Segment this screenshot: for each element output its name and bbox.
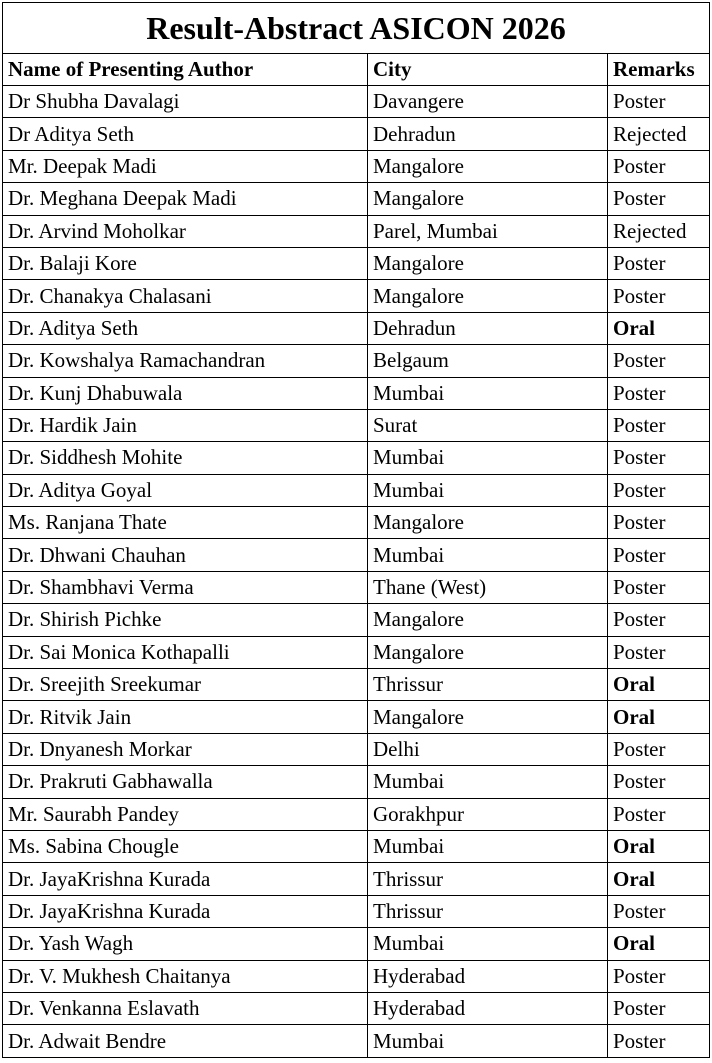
table-row (3, 604, 710, 636)
cell-city: Dehradun (368, 118, 608, 150)
cell-city: Mumbai (368, 1025, 608, 1057)
cell-author-name: Dr. Shirish Pichke (3, 604, 368, 636)
cell-city: Mangalore (368, 507, 608, 539)
cell-author-name: Dr. Siddhesh Mohite (3, 442, 368, 474)
cell-author-name: Dr. Hardik Jain (3, 409, 368, 441)
table-row (3, 571, 710, 603)
cell-author-name: Dr Shubha Davalagi (3, 86, 368, 118)
cell-author-name: Dr. Kunj Dhabuwala (3, 377, 368, 409)
cell-city: Mangalore (368, 183, 608, 215)
cell-city: Mangalore (368, 636, 608, 668)
cell-city: Mangalore (368, 280, 608, 312)
cell-author-name: Dr. JayaKrishna Kurada (3, 895, 368, 927)
results-table (2, 2, 710, 1058)
cell-city: Thrissur (368, 895, 608, 927)
cell-remarks: Poster (608, 507, 710, 539)
cell-remarks: Poster (608, 442, 710, 474)
cell-author-name: Dr. Aditya Goyal (3, 474, 368, 506)
table-row (3, 928, 710, 960)
cell-author-name: Dr. Dnyanesh Morkar (3, 733, 368, 765)
cell-city: Gorakhpur (368, 798, 608, 830)
cell-city: Mumbai (368, 830, 608, 862)
column-header-name: Name of Presenting Author (3, 54, 368, 86)
table-row (3, 636, 710, 668)
cell-author-name: Dr. Arvind Moholkar (3, 215, 368, 247)
cell-author-name: Dr Aditya Seth (3, 118, 368, 150)
cell-city: Thane (West) (368, 571, 608, 603)
cell-author-name: Dr. JayaKrishna Kurada (3, 863, 368, 895)
table-row (3, 1025, 710, 1057)
table-row (3, 830, 710, 862)
cell-remarks: Poster (608, 895, 710, 927)
table-row (3, 86, 710, 118)
cell-remarks: Poster (608, 571, 710, 603)
cell-remarks: Rejected (608, 118, 710, 150)
cell-remarks: Poster (608, 798, 710, 830)
title-row (3, 3, 710, 54)
table-row (3, 280, 710, 312)
cell-remarks: Poster (608, 377, 710, 409)
table-row (3, 474, 710, 506)
cell-city: Mumbai (368, 377, 608, 409)
cell-author-name: Dr. Shambhavi Verma (3, 571, 368, 603)
cell-author-name: Mr. Saurabh Pandey (3, 798, 368, 830)
cell-remarks: Poster (608, 247, 710, 279)
cell-remarks: Poster (608, 409, 710, 441)
cell-remarks: Poster (608, 636, 710, 668)
cell-city: Hyderabad (368, 960, 608, 992)
table-row (3, 701, 710, 733)
table-row (3, 409, 710, 441)
cell-remarks: Poster (608, 960, 710, 992)
table-row (3, 247, 710, 279)
table-row (3, 118, 710, 150)
table-row (3, 895, 710, 927)
table-row (3, 345, 710, 377)
table-row (3, 215, 710, 247)
cell-remarks: Oral (608, 863, 710, 895)
cell-remarks: Poster (608, 86, 710, 118)
cell-city: Thrissur (368, 669, 608, 701)
cell-remarks: Oral (608, 669, 710, 701)
cell-remarks: Oral (608, 312, 710, 344)
cell-city: Mangalore (368, 604, 608, 636)
cell-city: Mumbai (368, 539, 608, 571)
cell-remarks: Poster (608, 539, 710, 571)
table-row (3, 863, 710, 895)
cell-city: Parel, Mumbai (368, 215, 608, 247)
table-body (3, 86, 710, 1058)
cell-author-name: Dr. Sai Monica Kothapalli (3, 636, 368, 668)
table-row (3, 960, 710, 992)
cell-author-name: Dr. Adwait Bendre (3, 1025, 368, 1057)
cell-author-name: Dr. Yash Wagh (3, 928, 368, 960)
cell-remarks: Oral (608, 830, 710, 862)
cell-city: Mumbai (368, 442, 608, 474)
cell-author-name: Dr. Dhwani Chauhan (3, 539, 368, 571)
cell-city: Surat (368, 409, 608, 441)
table-row (3, 766, 710, 798)
table-row (3, 733, 710, 765)
table-row (3, 377, 710, 409)
cell-remarks: Oral (608, 701, 710, 733)
cell-city: Dehradun (368, 312, 608, 344)
cell-city: Mangalore (368, 247, 608, 279)
table-row (3, 442, 710, 474)
table-row (3, 669, 710, 701)
cell-remarks: Poster (608, 1025, 710, 1057)
cell-remarks: Poster (608, 474, 710, 506)
cell-author-name: Ms. Ranjana Thate (3, 507, 368, 539)
cell-remarks: Poster (608, 766, 710, 798)
cell-city: Thrissur (368, 863, 608, 895)
cell-remarks: Poster (608, 280, 710, 312)
cell-author-name: Dr. Kowshalya Ramachandran (3, 345, 368, 377)
cell-city: Mumbai (368, 928, 608, 960)
cell-remarks: Rejected (608, 215, 710, 247)
header-row (3, 54, 710, 86)
table-row (3, 183, 710, 215)
cell-author-name: Dr. Meghana Deepak Madi (3, 183, 368, 215)
cell-author-name: Dr. Venkanna Eslavath (3, 992, 368, 1024)
cell-author-name: Dr. Aditya Seth (3, 312, 368, 344)
cell-city: Hyderabad (368, 992, 608, 1024)
cell-city: Mumbai (368, 766, 608, 798)
cell-remarks: Poster (608, 733, 710, 765)
table-row (3, 992, 710, 1024)
cell-city: Mangalore (368, 701, 608, 733)
cell-author-name: Dr. Prakruti Gabhawalla (3, 766, 368, 798)
cell-remarks: Poster (608, 345, 710, 377)
cell-remarks: Poster (608, 183, 710, 215)
cell-remarks: Poster (608, 150, 710, 182)
cell-author-name: Dr. Sreejith Sreekumar (3, 669, 368, 701)
cell-author-name: Dr. Chanakya Chalasani (3, 280, 368, 312)
cell-city: Delhi (368, 733, 608, 765)
table-row (3, 150, 710, 182)
table-row (3, 507, 710, 539)
table-row (3, 539, 710, 571)
cell-author-name: Ms. Sabina Chougle (3, 830, 368, 862)
cell-remarks: Poster (608, 992, 710, 1024)
page-title: Result-Abstract ASICON 2026 (3, 3, 710, 54)
cell-city: Mangalore (368, 150, 608, 182)
cell-author-name: Dr. V. Mukhesh Chaitanya (3, 960, 368, 992)
cell-remarks: Oral (608, 928, 710, 960)
cell-remarks: Poster (608, 604, 710, 636)
cell-author-name: Mr. Deepak Madi (3, 150, 368, 182)
cell-city: Davangere (368, 86, 608, 118)
cell-author-name: Dr. Balaji Kore (3, 247, 368, 279)
cell-city: Belgaum (368, 345, 608, 377)
cell-city: Mumbai (368, 474, 608, 506)
column-header-remarks: Remarks (608, 54, 710, 86)
table-row (3, 798, 710, 830)
cell-author-name: Dr. Ritvik Jain (3, 701, 368, 733)
table-row (3, 312, 710, 344)
column-header-city: City (368, 54, 608, 86)
